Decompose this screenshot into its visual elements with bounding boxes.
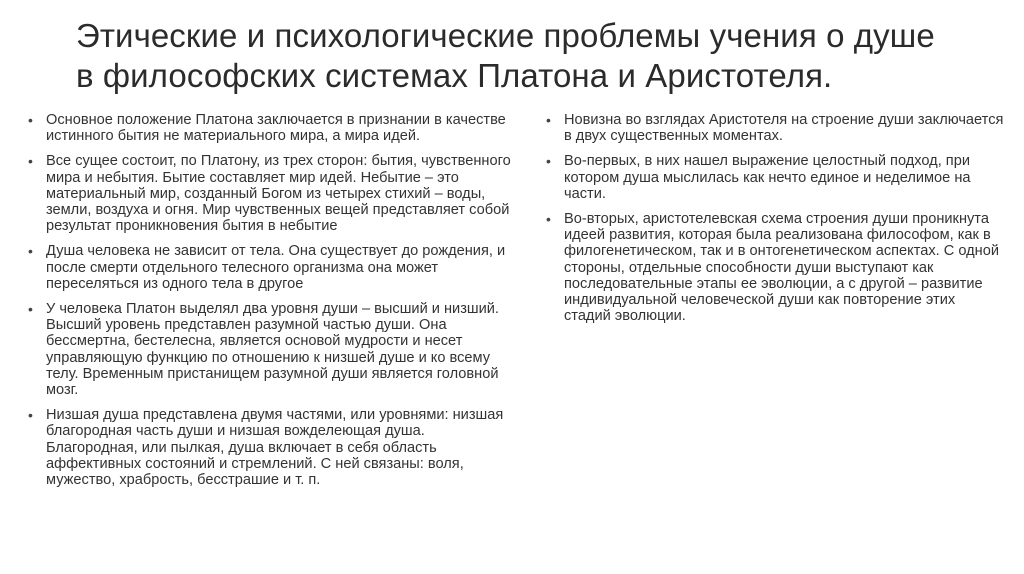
bullet-item (26, 153, 520, 234)
bullet-item (26, 112, 520, 144)
bullet-dot-icon: • (546, 112, 551, 128)
bullet-item (544, 112, 1004, 144)
bullet-text: Все сущее состоит, по Платону, из трех сторон: бытия, чувственного мира и небытия. Бытие составляет мир идей. Небытие – это материальный мир, созданный Богом из четырех стихий – воды, земли, воздуха и огня. Мир чувственных вещей представляет собой результат проникновения бытия в небытие (46, 153, 511, 235)
bullet-dot-icon: • (28, 301, 33, 318)
bullet-text: Во-вторых, аристотелевская схема строения души проникнута идеей развития, которая была реализована философом, как в филогенетическом, так и в онтогенетическом аспектах. С одной стороны, отдельные способности души выступают как последовательные этапы ее эволюции, а с другой – развитие индивидуальной человеческой души как повторение этих стадий эволюции. (564, 211, 999, 325)
right-bullet-list (544, 112, 1004, 324)
bullet-item (26, 407, 520, 488)
bullet-item (544, 153, 1004, 202)
bullet-dot-icon: • (546, 211, 551, 228)
bullet-item (26, 301, 520, 398)
bullet-text: У человека Платон выделял два уровня души – высший и низший. Высший уровень представлен разумной частью души. Она бессмертна, бестелесна, является основой мудрости и несет управляющую функцию по отношению к низшей душе и ко всему телу. Временным пристанищем разумной души является головной мозг. (46, 301, 499, 399)
bullet-text: Во-первых, в них нашел выражение целостный подход, при котором душа мыслилась как нечто единое и неделимое на части. (564, 153, 971, 202)
bullet-text: Низшая душа представлена двумя частями, или уровнями: низшая благородная часть души и низшая вожделеющая душа. Благородная, или пылкая, душа включает в себя область аффективных состояний и стремлений. С ней связаны: воля, мужество, храбрость, бесстрашие и т. п. (46, 407, 504, 489)
slide-title: Этические и психологические проблемы учения о душе в философских системах Платона и Аристотеля. (76, 17, 935, 94)
bullet-item (544, 211, 1004, 324)
bullet-dot-icon: • (546, 153, 551, 170)
bullet-item (26, 243, 520, 292)
bullet-dot-icon: • (28, 407, 33, 424)
left-column (26, 112, 520, 497)
left-bullet-list (26, 112, 520, 488)
bullet-dot-icon: • (28, 243, 33, 260)
right-column (544, 112, 1004, 333)
bullet-dot-icon: • (28, 112, 33, 128)
bullet-dot-icon: • (28, 153, 33, 170)
bullet-text: Основное положение Платона заключается в признании в качестве истинного бытия не материального мира, а мира идей. (46, 112, 506, 145)
bullet-text: Душа человека не зависит от тела. Она существует до рождения, и после смерти отдельного телесного организма она может переселяться из одного тела в другое (46, 243, 506, 292)
bullet-text: Новизна во взглядах Аристотеля на строение души заключается в двух существенных моментах. (564, 112, 1004, 145)
